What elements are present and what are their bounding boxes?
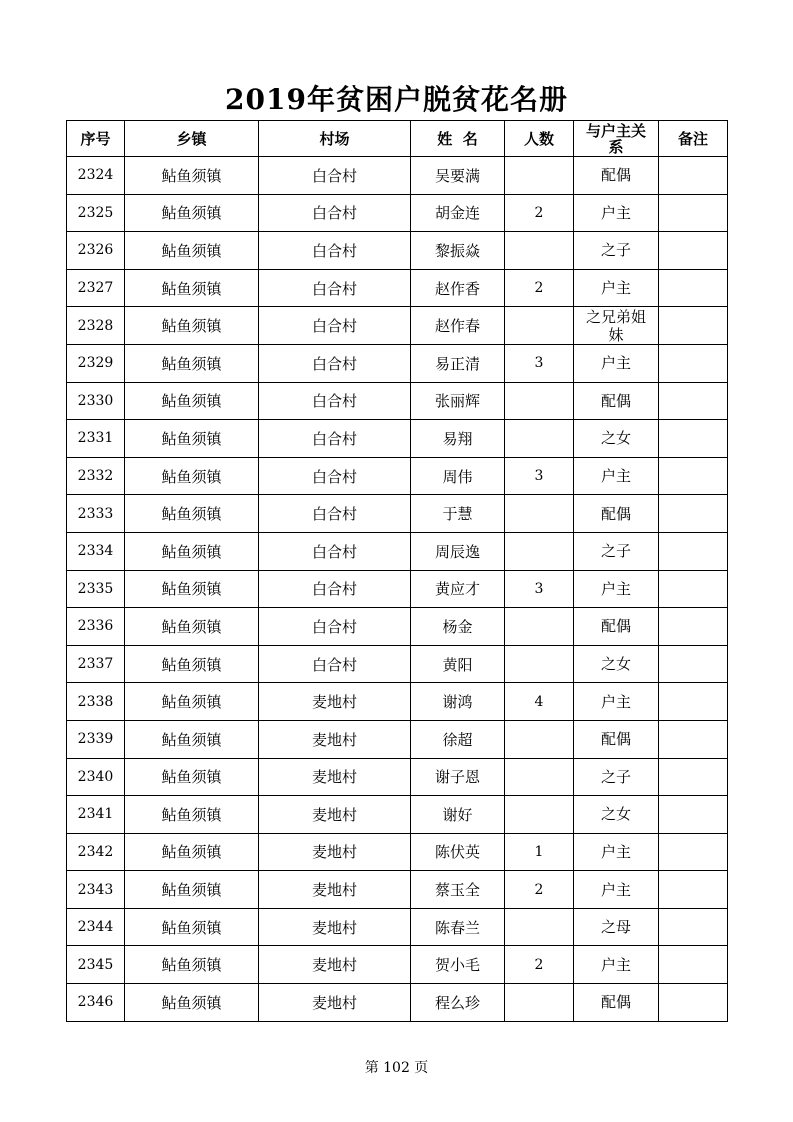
cell-name: 胡金连 bbox=[411, 194, 505, 232]
cell-name: 周伟 bbox=[411, 457, 505, 495]
cell-name: 陈春兰 bbox=[411, 908, 505, 946]
table-row bbox=[67, 946, 728, 984]
cell-township: 鲇鱼须镇 bbox=[125, 683, 259, 721]
cell-count bbox=[505, 608, 574, 646]
cell-relation: 配偶 bbox=[574, 382, 659, 420]
cell-township: 鲇鱼须镇 bbox=[125, 307, 259, 345]
cell-name: 杨金 bbox=[411, 608, 505, 646]
table-row bbox=[67, 157, 728, 195]
cell-seq: 2332 bbox=[67, 457, 125, 495]
cell-village: 麦地村 bbox=[259, 984, 411, 1022]
cell-remark bbox=[659, 796, 728, 834]
cell-seq: 2333 bbox=[67, 495, 125, 533]
cell-name: 谢鸿 bbox=[411, 683, 505, 721]
cell-relation: 户主 bbox=[574, 457, 659, 495]
cell-remark bbox=[659, 908, 728, 946]
cell-seq: 2326 bbox=[67, 232, 125, 270]
table-row bbox=[67, 871, 728, 909]
cell-name: 易正清 bbox=[411, 344, 505, 382]
cell-name: 谢好 bbox=[411, 796, 505, 834]
cell-township: 鲇鱼须镇 bbox=[125, 457, 259, 495]
cell-village: 麦地村 bbox=[259, 683, 411, 721]
cell-remark bbox=[659, 758, 728, 796]
cell-count: 2 bbox=[505, 194, 574, 232]
cell-count: 3 bbox=[505, 344, 574, 382]
cell-count bbox=[505, 720, 574, 758]
cell-remark bbox=[659, 683, 728, 721]
table-row bbox=[67, 532, 728, 570]
cell-village: 白合村 bbox=[259, 232, 411, 270]
cell-remark bbox=[659, 946, 728, 984]
cell-relation: 配偶 bbox=[574, 720, 659, 758]
cell-village: 白合村 bbox=[259, 608, 411, 646]
cell-village: 白合村 bbox=[259, 157, 411, 195]
cell-remark bbox=[659, 495, 728, 533]
cell-remark bbox=[659, 157, 728, 195]
cell-township: 鲇鱼须镇 bbox=[125, 232, 259, 270]
header-count: 人数 bbox=[505, 121, 574, 157]
cell-township: 鲇鱼须镇 bbox=[125, 871, 259, 909]
cell-remark bbox=[659, 307, 728, 345]
cell-count: 2 bbox=[505, 269, 574, 307]
cell-seq: 2338 bbox=[67, 683, 125, 721]
table-row bbox=[67, 645, 728, 683]
cell-relation: 户主 bbox=[574, 833, 659, 871]
cell-seq: 2328 bbox=[67, 307, 125, 345]
cell-remark bbox=[659, 194, 728, 232]
cell-count bbox=[505, 796, 574, 834]
cell-name: 赵作春 bbox=[411, 307, 505, 345]
cell-village: 麦地村 bbox=[259, 796, 411, 834]
cell-name: 谢子恩 bbox=[411, 758, 505, 796]
cell-seq: 2334 bbox=[67, 532, 125, 570]
cell-township: 鲇鱼须镇 bbox=[125, 157, 259, 195]
cell-remark bbox=[659, 344, 728, 382]
cell-relation: 之女 bbox=[574, 420, 659, 458]
cell-count bbox=[505, 157, 574, 195]
table-row bbox=[67, 720, 728, 758]
cell-name: 吴要满 bbox=[411, 157, 505, 195]
cell-relation: 之兄弟姐妹 bbox=[574, 307, 659, 345]
cell-count bbox=[505, 420, 574, 458]
cell-village: 麦地村 bbox=[259, 871, 411, 909]
cell-name: 贺小毛 bbox=[411, 946, 505, 984]
table-row bbox=[67, 758, 728, 796]
cell-village: 白合村 bbox=[259, 344, 411, 382]
cell-village: 白合村 bbox=[259, 269, 411, 307]
table-row bbox=[67, 495, 728, 533]
cell-seq: 2343 bbox=[67, 871, 125, 909]
cell-remark bbox=[659, 457, 728, 495]
cell-township: 鲇鱼须镇 bbox=[125, 194, 259, 232]
cell-township: 鲇鱼须镇 bbox=[125, 269, 259, 307]
cell-name: 易翔 bbox=[411, 420, 505, 458]
cell-count: 4 bbox=[505, 683, 574, 721]
cell-township: 鲇鱼须镇 bbox=[125, 382, 259, 420]
cell-seq: 2324 bbox=[67, 157, 125, 195]
cell-village: 麦地村 bbox=[259, 758, 411, 796]
cell-village: 白合村 bbox=[259, 194, 411, 232]
cell-village: 白合村 bbox=[259, 420, 411, 458]
cell-seq: 2331 bbox=[67, 420, 125, 458]
cell-seq: 2337 bbox=[67, 645, 125, 683]
cell-seq: 2327 bbox=[67, 269, 125, 307]
table-row bbox=[67, 382, 728, 420]
cell-name: 黎振焱 bbox=[411, 232, 505, 270]
page-title: 2019年贫困户脱贫花名册 bbox=[225, 83, 568, 116]
cell-township: 鲇鱼须镇 bbox=[125, 645, 259, 683]
header-township: 乡镇 bbox=[125, 121, 259, 157]
cell-relation: 配偶 bbox=[574, 157, 659, 195]
header-relation: 与户主关系 bbox=[574, 121, 659, 157]
cell-seq: 2346 bbox=[67, 984, 125, 1022]
cell-name: 赵作香 bbox=[411, 269, 505, 307]
table-row bbox=[67, 194, 728, 232]
cell-count bbox=[505, 232, 574, 270]
cell-township: 鲇鱼须镇 bbox=[125, 984, 259, 1022]
cell-name: 徐超 bbox=[411, 720, 505, 758]
cell-village: 白合村 bbox=[259, 457, 411, 495]
cell-seq: 2330 bbox=[67, 382, 125, 420]
cell-name: 陈伏英 bbox=[411, 833, 505, 871]
table-row bbox=[67, 307, 728, 345]
cell-seq: 2339 bbox=[67, 720, 125, 758]
cell-township: 鲇鱼须镇 bbox=[125, 608, 259, 646]
cell-name: 黄阳 bbox=[411, 645, 505, 683]
cell-seq: 2336 bbox=[67, 608, 125, 646]
roster-body bbox=[67, 157, 728, 1022]
page-number: 第 102 页 bbox=[364, 1060, 429, 1076]
cell-township: 鲇鱼须镇 bbox=[125, 720, 259, 758]
cell-township: 鲇鱼须镇 bbox=[125, 495, 259, 533]
cell-township: 鲇鱼须镇 bbox=[125, 570, 259, 608]
cell-township: 鲇鱼须镇 bbox=[125, 758, 259, 796]
cell-remark bbox=[659, 232, 728, 270]
table-row bbox=[67, 683, 728, 721]
cell-relation: 户主 bbox=[574, 946, 659, 984]
cell-village: 麦地村 bbox=[259, 908, 411, 946]
table-row bbox=[67, 608, 728, 646]
cell-remark bbox=[659, 570, 728, 608]
cell-relation: 户主 bbox=[574, 194, 659, 232]
cell-name: 张丽辉 bbox=[411, 382, 505, 420]
header-name: 姓 名 bbox=[411, 121, 505, 157]
cell-relation: 之子 bbox=[574, 532, 659, 570]
cell-count: 3 bbox=[505, 570, 574, 608]
cell-remark bbox=[659, 532, 728, 570]
header-seq: 序号 bbox=[67, 121, 125, 157]
cell-name: 于慧 bbox=[411, 495, 505, 533]
cell-count bbox=[505, 984, 574, 1022]
cell-name: 周辰逸 bbox=[411, 532, 505, 570]
cell-remark bbox=[659, 382, 728, 420]
table-row bbox=[67, 457, 728, 495]
cell-count bbox=[505, 495, 574, 533]
cell-seq: 2341 bbox=[67, 796, 125, 834]
cell-village: 麦地村 bbox=[259, 946, 411, 984]
cell-relation: 户主 bbox=[574, 570, 659, 608]
cell-village: 白合村 bbox=[259, 307, 411, 345]
cell-township: 鲇鱼须镇 bbox=[125, 833, 259, 871]
cell-village: 白合村 bbox=[259, 382, 411, 420]
cell-remark bbox=[659, 269, 728, 307]
cell-seq: 2335 bbox=[67, 570, 125, 608]
cell-seq: 2329 bbox=[67, 344, 125, 382]
cell-remark bbox=[659, 645, 728, 683]
cell-count bbox=[505, 307, 574, 345]
cell-relation: 之母 bbox=[574, 908, 659, 946]
cell-seq: 2340 bbox=[67, 758, 125, 796]
header-row bbox=[67, 121, 728, 157]
table-row bbox=[67, 344, 728, 382]
cell-relation: 之女 bbox=[574, 796, 659, 834]
cell-name: 蔡玉全 bbox=[411, 871, 505, 909]
cell-remark bbox=[659, 720, 728, 758]
cell-seq: 2344 bbox=[67, 908, 125, 946]
cell-count bbox=[505, 908, 574, 946]
cell-remark bbox=[659, 833, 728, 871]
cell-relation: 之子 bbox=[574, 758, 659, 796]
cell-township: 鲇鱼须镇 bbox=[125, 946, 259, 984]
cell-relation: 之女 bbox=[574, 645, 659, 683]
cell-remark bbox=[659, 420, 728, 458]
cell-village: 麦地村 bbox=[259, 833, 411, 871]
cell-relation: 配偶 bbox=[574, 984, 659, 1022]
cell-name: 黄应才 bbox=[411, 570, 505, 608]
cell-count bbox=[505, 532, 574, 570]
cell-seq: 2345 bbox=[67, 946, 125, 984]
cell-relation: 配偶 bbox=[574, 608, 659, 646]
cell-relation: 户主 bbox=[574, 269, 659, 307]
cell-village: 白合村 bbox=[259, 570, 411, 608]
cell-remark bbox=[659, 984, 728, 1022]
table-row bbox=[67, 232, 728, 270]
cell-village: 白合村 bbox=[259, 532, 411, 570]
table-row bbox=[67, 796, 728, 834]
cell-relation: 户主 bbox=[574, 683, 659, 721]
cell-count bbox=[505, 645, 574, 683]
cell-count: 2 bbox=[505, 946, 574, 984]
roster-table bbox=[66, 120, 728, 1022]
cell-village: 白合村 bbox=[259, 495, 411, 533]
table-row bbox=[67, 269, 728, 307]
header-village: 村场 bbox=[259, 121, 411, 157]
cell-relation: 配偶 bbox=[574, 495, 659, 533]
cell-seq: 2325 bbox=[67, 194, 125, 232]
cell-count: 3 bbox=[505, 457, 574, 495]
table-row bbox=[67, 570, 728, 608]
table-row bbox=[67, 908, 728, 946]
cell-township: 鲇鱼须镇 bbox=[125, 420, 259, 458]
cell-remark bbox=[659, 608, 728, 646]
cell-count bbox=[505, 382, 574, 420]
cell-count bbox=[505, 758, 574, 796]
table-row bbox=[67, 984, 728, 1022]
cell-township: 鲇鱼须镇 bbox=[125, 532, 259, 570]
cell-count: 1 bbox=[505, 833, 574, 871]
table-row bbox=[67, 833, 728, 871]
cell-relation: 之子 bbox=[574, 232, 659, 270]
cell-seq: 2342 bbox=[67, 833, 125, 871]
cell-name: 程么珍 bbox=[411, 984, 505, 1022]
cell-village: 白合村 bbox=[259, 645, 411, 683]
cell-count: 2 bbox=[505, 871, 574, 909]
header-remark: 备注 bbox=[659, 121, 728, 157]
cell-village: 麦地村 bbox=[259, 720, 411, 758]
cell-township: 鲇鱼须镇 bbox=[125, 908, 259, 946]
cell-remark bbox=[659, 871, 728, 909]
cell-relation: 户主 bbox=[574, 871, 659, 909]
cell-township: 鲇鱼须镇 bbox=[125, 796, 259, 834]
cell-township: 鲇鱼须镇 bbox=[125, 344, 259, 382]
table-row bbox=[67, 420, 728, 458]
cell-relation: 户主 bbox=[574, 344, 659, 382]
